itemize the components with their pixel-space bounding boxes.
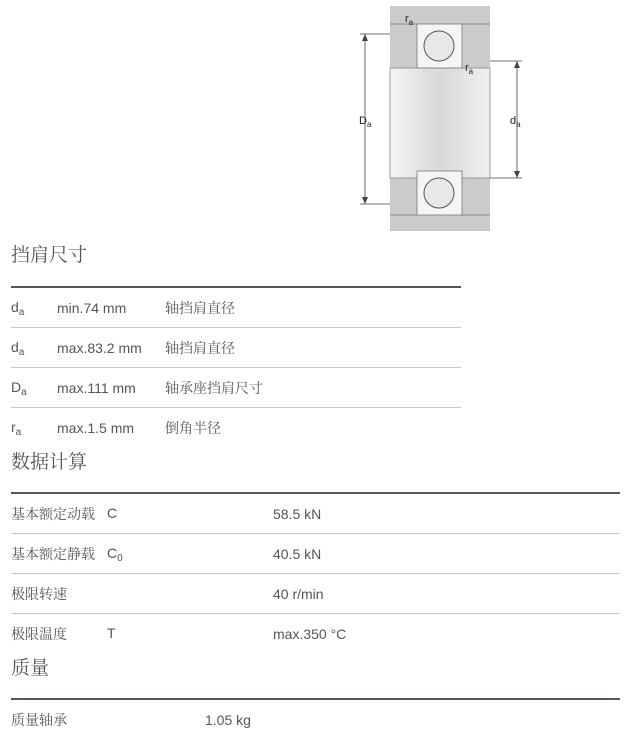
table-row — [11, 574, 620, 614]
table-row — [11, 288, 461, 328]
table-row — [11, 494, 620, 534]
label: 基本额定动载 — [11, 506, 95, 522]
abutment-title: 挡肩尺寸 — [11, 245, 88, 266]
label: 极限温度 — [11, 626, 67, 642]
description: 轴挡肩直径 — [165, 300, 235, 316]
bearing-abutment-diagram — [355, 6, 525, 231]
shaft-shape — [390, 68, 490, 178]
value: max.83.2 mm — [57, 340, 142, 356]
description: 倒角半径 — [165, 420, 221, 436]
label-Da: $D_a$ — [359, 115, 372, 129]
symbol: C — [107, 504, 118, 521]
mass-title: 质量 — [11, 658, 50, 679]
symbol: $D_a$ — [11, 378, 27, 398]
label-da: $d_a$ — [510, 115, 521, 129]
value: 40 r/min — [273, 586, 324, 602]
description: 轴承座挡肩尺寸 — [165, 380, 263, 396]
label: 基本额定静载 — [11, 546, 95, 562]
value: min.74 mm — [57, 300, 127, 316]
table-row — [11, 408, 461, 448]
value: 1.05 kg — [205, 712, 251, 728]
value: max.350 °C — [273, 626, 347, 642]
symbol: $d_a$ — [11, 298, 25, 318]
label: 极限转速 — [11, 586, 67, 602]
value: max.1.5 mm — [57, 420, 135, 436]
calc-title: 数据计算 — [11, 452, 88, 473]
table-row — [11, 368, 461, 408]
label: 质量轴承 — [11, 712, 67, 728]
table-row — [11, 700, 620, 740]
value: 58.5 kN — [273, 506, 322, 522]
symbol: T — [107, 624, 116, 641]
table-row — [11, 328, 461, 368]
label-ra-top: $r_a$ — [405, 13, 414, 27]
table-row — [11, 534, 620, 574]
description: 轴挡肩直径 — [165, 340, 235, 356]
value: max.111 mm — [57, 380, 136, 396]
label-ra-right: $r_a$ — [465, 62, 474, 76]
value: 40.5 kN — [273, 546, 322, 562]
symbol: $C_0$ — [107, 544, 123, 564]
ball-top — [424, 31, 454, 61]
ball-bottom — [424, 178, 454, 208]
symbol: $r_a$ — [11, 418, 22, 438]
table-row — [11, 614, 620, 654]
symbol: $d_a$ — [11, 338, 25, 358]
